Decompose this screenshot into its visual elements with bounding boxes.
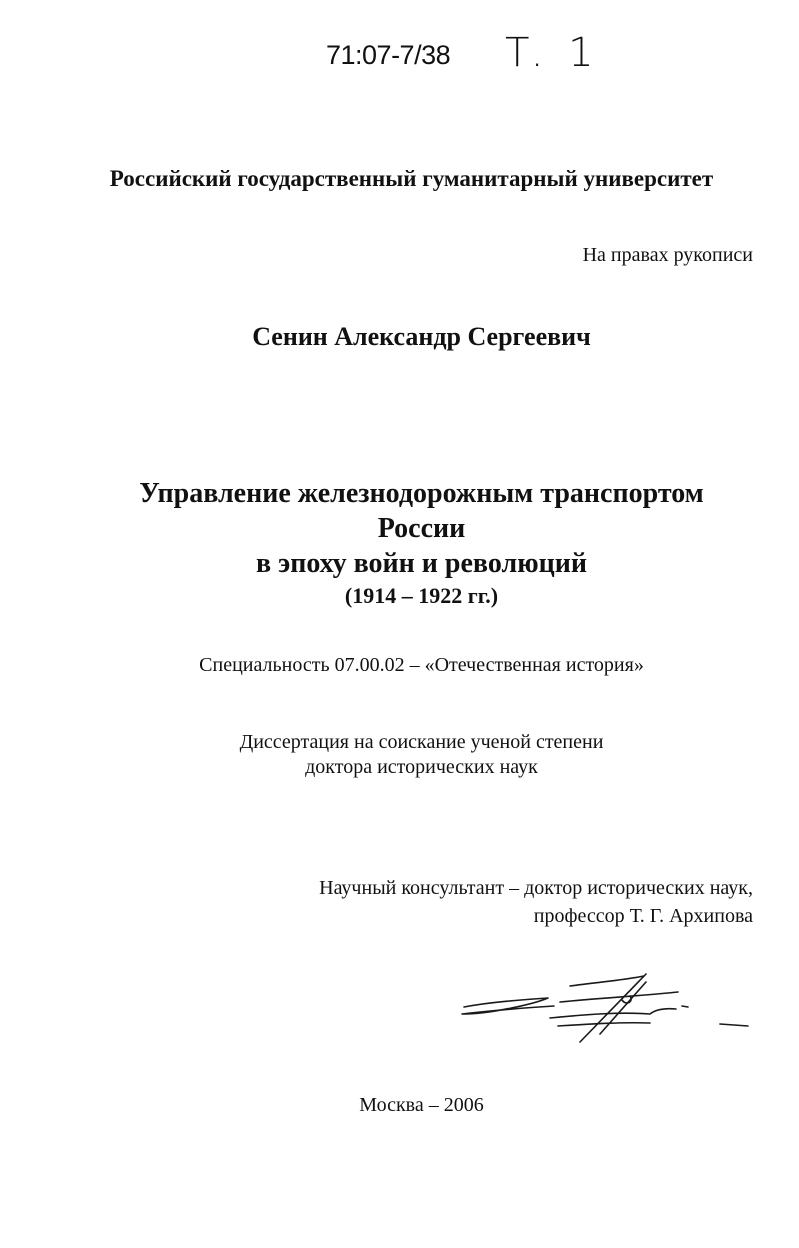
consultant-line: Научный консультант – доктор исторических наук,: [319, 877, 753, 899]
signature-icon: [450, 962, 760, 1062]
title-line: России: [377, 513, 466, 544]
scientific-consultant: [319, 874, 753, 930]
consultant-line: профессор Т. Г. Архипова: [533, 905, 753, 927]
title-line: в эпоху войн и революций: [256, 548, 587, 579]
city-year: Москва – 2006: [359, 1094, 484, 1116]
dissertation-title: [0, 476, 799, 611]
degree-statement: [0, 730, 799, 780]
specialty: Специальность 07.00.02 – «Отечественная история»: [199, 654, 644, 676]
title-line: Управление железнодорожным транспортом: [139, 478, 704, 509]
title-years: (1914 – 1922 гг.): [344, 583, 499, 608]
author-name: Сенин Александр Сергеевич: [252, 322, 591, 351]
institution-name: Российский государственный гуманитарный университет: [109, 166, 714, 191]
handwritten-volume-mark: T. 1: [505, 30, 600, 76]
manuscript-note: На правах рукописи: [582, 244, 753, 266]
catalog-code: 71:07-7/38: [326, 40, 451, 70]
degree-line: доктора исторических наук: [305, 756, 538, 778]
degree-line: Диссертация на соискание ученой степени: [239, 731, 604, 753]
